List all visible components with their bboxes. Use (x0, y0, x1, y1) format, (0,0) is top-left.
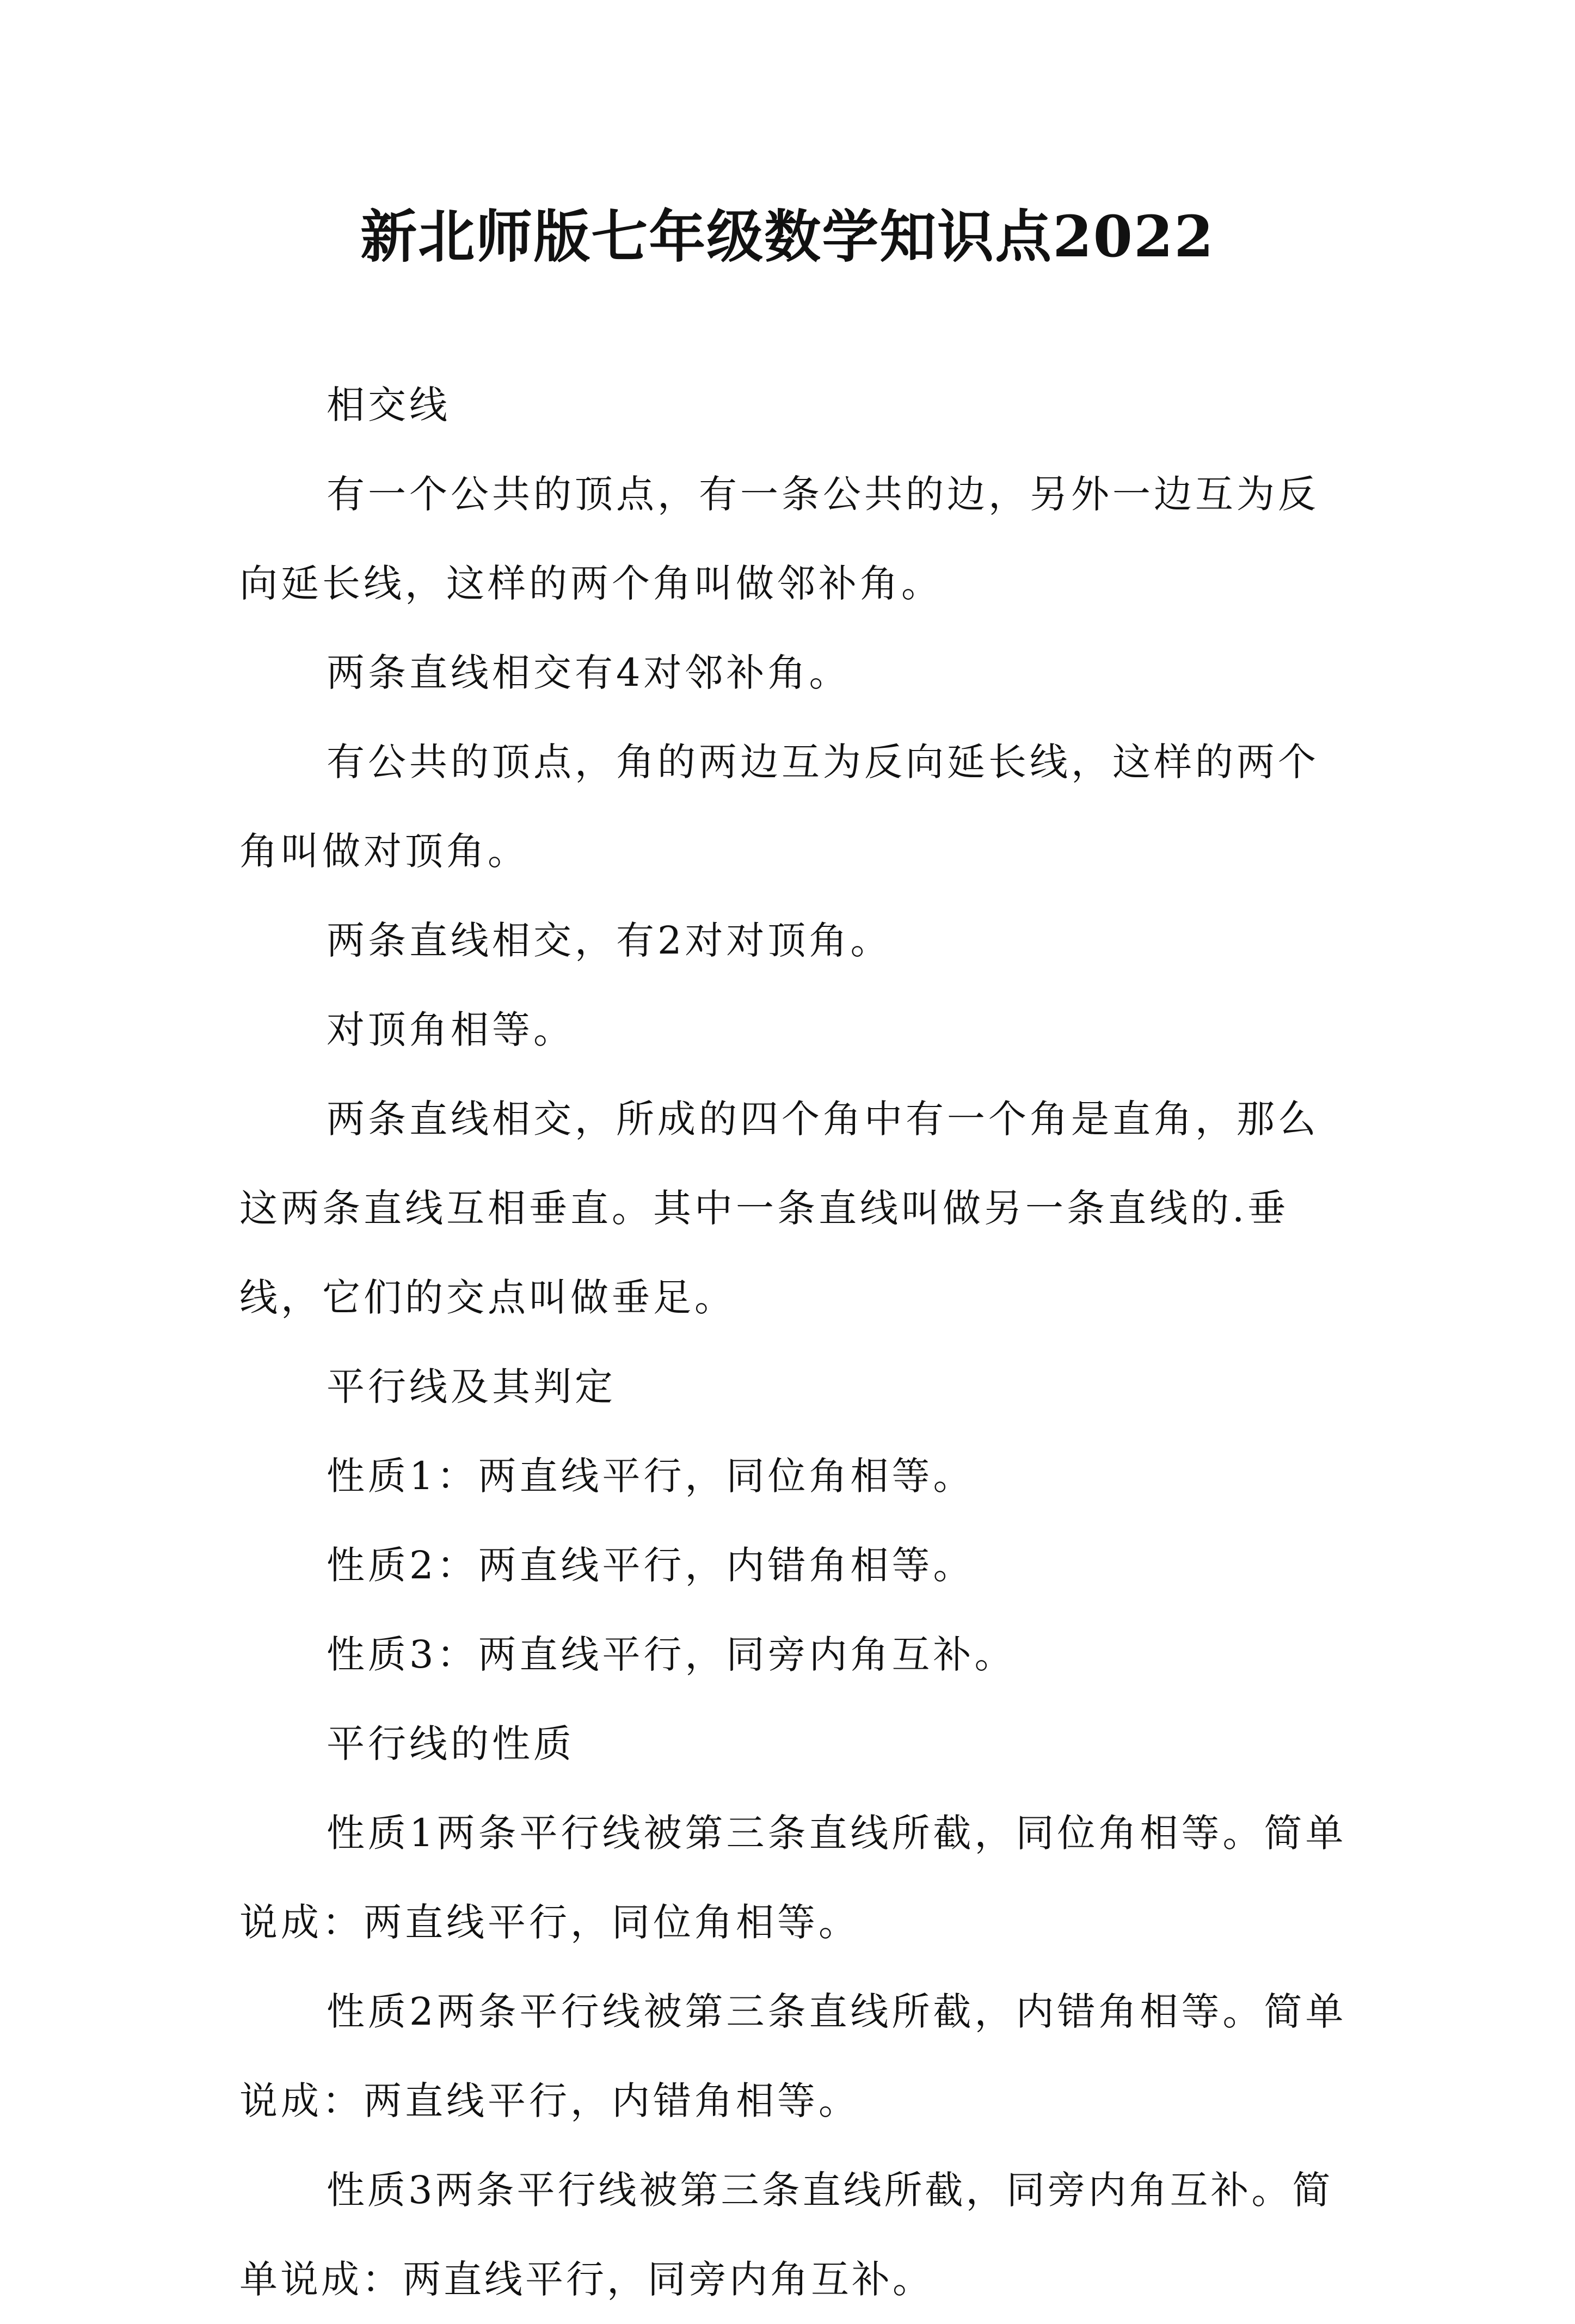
document-body (239, 360, 1355, 2324)
paragraph-heading-intersecting-lines: 相交线 (327, 383, 451, 427)
paragraph: 性质2：两直线平行，内错角相等。 (327, 1543, 975, 1588)
paragraph: 有一个公共的顶点，有一条公共的边，另外一边互为反向延长线，这样的两个角叫做邻补角。 (239, 472, 1319, 606)
paragraph: 性质1：两直线平行，同位角相等。 (327, 1454, 975, 1498)
document-title: 新北师版七年级数学知识点2022 (360, 203, 1215, 270)
paragraph-heading-parallel-lines-properties: 平行线的性质 (327, 1722, 575, 1766)
paragraph: 两条直线相交有4对邻补角。 (327, 650, 851, 695)
paragraph: 性质2两条平行线被第三条直线所截，内错角相等。简单说成：两直线平行，内错角相等。 (239, 1989, 1347, 2123)
paragraph: 有公共的顶点，角的两边互为反向延长线，这样的两个角叫做对顶角。 (239, 740, 1319, 874)
paragraph: 性质3两条平行线被第三条直线所截，同旁内角互补。简单说成：两直线平行，同旁内角互补。 (239, 2168, 1333, 2302)
paragraph: 性质3：两直线平行，同旁内角互补。 (327, 1632, 1016, 1677)
paragraph: 两条直线相交，有2对对顶角。 (327, 918, 892, 963)
paragraph: 两条直线相交，所成的四个角中有一个角是直角，那么这两条直线互相垂直。其中一条直线叫做另一条直线的.垂线，它们的交点叫做垂足。 (239, 1097, 1319, 1320)
paragraph: 对顶角相等。 (327, 1007, 575, 1052)
paragraph: 性质1两条平行线被第三条直线所截，同位角相等。简单说成：两直线平行，同位角相等。 (239, 1811, 1347, 1945)
paragraph-heading-parallel-lines-criteria: 平行线及其判定 (327, 1364, 616, 1409)
